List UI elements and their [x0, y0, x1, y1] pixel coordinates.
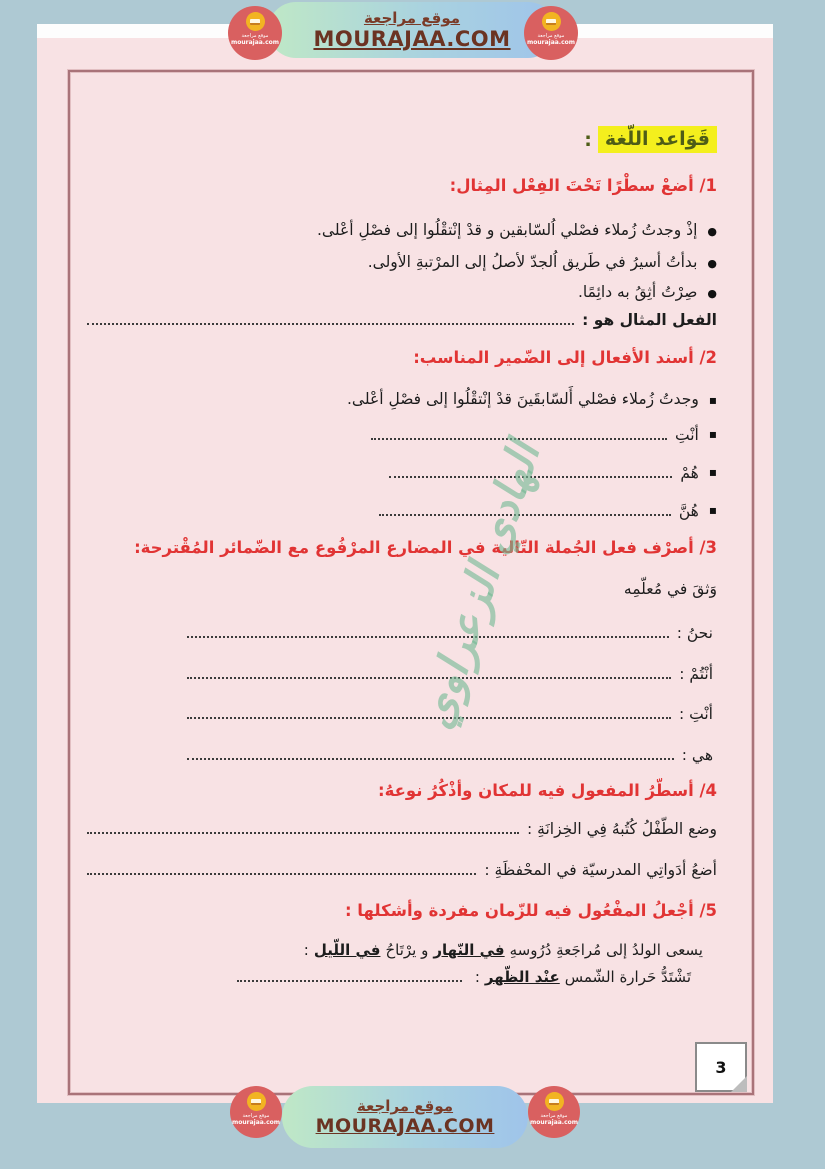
pronoun-label: هُمْ [680, 464, 699, 483]
section-title-colon: : [584, 128, 592, 151]
pronoun-label: هي : [681, 746, 713, 764]
logo-caption-ar: موقع مراجعة [540, 1113, 568, 1119]
logo-caption-ar: موقع مراجعة [537, 33, 565, 39]
dot-bullet-icon: ● [707, 225, 717, 238]
answer-blank-line[interactable] [237, 980, 462, 982]
q5-a-underlined-1: في النّهار [433, 941, 505, 959]
answer-blank-line[interactable] [87, 323, 574, 325]
pronoun-label: أنْتُمْ : [679, 665, 713, 683]
q3-pronoun-line [185, 624, 713, 642]
q4-sentence: أضعُ أدَواتِي المدرسيّة في المحْفظَةِ : [484, 861, 717, 879]
q5-a-underlined-2: في اللّيل [313, 941, 381, 959]
question-1-heading: 1/ أضعْ سطْرًا تَحْتَ الفِعْل المِثال: [449, 176, 717, 195]
answer-blank-line[interactable] [389, 476, 672, 478]
question-5-heading: 5/ أجْعلُ المفْعُول فيه للزّمان مفردة وأشكلها : [344, 901, 717, 920]
answer-blank-line[interactable] [87, 832, 519, 834]
header-site-banner[interactable] [268, 2, 556, 58]
q4-exercise-line [85, 861, 717, 879]
q4-sentence: وضع الطّفْلُ كُتُبهُ فِي الخِزانَةِ : [527, 820, 717, 838]
square-bullet-icon: ▪ [708, 465, 717, 479]
section-title-row [584, 126, 717, 153]
q1-answer-label: الفعل المثال هو : [582, 311, 717, 329]
answer-blank-line[interactable] [379, 514, 671, 516]
q5-sentence-a [304, 941, 703, 959]
q1-bullet-item [317, 221, 717, 242]
site-name-arabic[interactable]: موقع مراجعة [356, 1097, 454, 1115]
site-logo [230, 1086, 282, 1138]
page-number-note [695, 1042, 747, 1092]
site-logo [528, 1086, 580, 1138]
q2-pronoun-line [369, 424, 717, 444]
dot-bullet-icon: ● [707, 257, 717, 270]
question-4-heading: 4/ أسطّرُ المفعول فيه للمكان وأذْكُرُ نوعهُ: [377, 781, 717, 800]
pronoun-label: أنْتِ [675, 426, 699, 445]
pronoun-label: نحنُ : [676, 624, 713, 642]
question-3-heading: 3/ أصرْف فعل الجُملة التّالية في المضارع المرْفُوع مع الضّمائر المُقْترحة: [134, 538, 717, 557]
q5-b-text: تَشْتَدُّ حَرارة الشّمس [564, 968, 691, 986]
answer-blank-line[interactable] [87, 873, 476, 875]
answer-blank-line[interactable] [187, 758, 674, 760]
answer-blank-line[interactable] [187, 677, 671, 679]
book-icon [542, 12, 561, 31]
answer-blank-line[interactable] [187, 636, 669, 638]
teacher-signature-watermark: الهادي الزعراوي [409, 436, 551, 735]
square-bullet-icon: ▪ [708, 503, 717, 517]
q3-pronoun-line [185, 665, 713, 683]
page-number: 3 [715, 1057, 727, 1077]
logo-caption-ar: موقع مراجعة [241, 33, 269, 39]
book-icon [545, 1092, 564, 1111]
q2-pronoun-line [387, 462, 717, 482]
site-url-link[interactable]: MOURAJAA.COM [313, 27, 511, 51]
q1-bullet-item [368, 253, 717, 274]
square-bullet-icon: ▪ [708, 393, 717, 407]
q3-sentence-text: وَثقَ في مُعلّمِه [623, 580, 717, 598]
answer-blank-line[interactable] [371, 438, 667, 440]
footer-site-banner[interactable] [282, 1086, 528, 1148]
site-url-link[interactable]: MOURAJAA.COM [315, 1115, 495, 1137]
q1-bullet-text: صِرْتُ أثِقُ به دائِمًا. [577, 283, 698, 301]
logo-caption-en: mourajaa.com [231, 1119, 281, 1126]
logo-caption-en: mourajaa.com [230, 39, 280, 46]
pronoun-label: أنْتِ : [679, 705, 713, 723]
q5-a-text: و يرْتَاحُ [385, 941, 429, 959]
dot-bullet-icon: ● [707, 287, 717, 300]
book-icon [247, 1092, 266, 1111]
section-title: قَوَاعد اللّغة [598, 126, 717, 153]
q4-exercise-line [85, 820, 717, 838]
q2-sentence-text: وجدتُ زُملاء فصْلي أَلسّابقَينَ قدْ إنْتقْلُوا إلى فصْلِ أعْلى. [347, 390, 699, 408]
q2-sentence-item [347, 390, 717, 410]
book-icon [246, 12, 265, 31]
logo-caption-ar: موقع مراجعة [242, 1113, 270, 1119]
q3-pronoun-line [185, 705, 713, 723]
q5-b-underlined: عنْد الظّهر [484, 968, 560, 986]
answer-blank-line[interactable] [187, 717, 671, 719]
q1-bullet-text: بدأتُ أسيرُ في طَريق اُلجدّ لأصلُ إلى المرْتبةِ الأولى. [367, 253, 698, 271]
q5-b-colon: : [474, 968, 480, 986]
question-2-heading: 2/ أسند الأفعال إلى الضّمير المناسب: [413, 348, 717, 367]
q5-sentence-b [235, 968, 691, 986]
logo-caption-en: mourajaa.com [529, 1119, 579, 1126]
q1-answer-line [85, 311, 717, 329]
site-logo [228, 6, 282, 60]
q5-a-colon: : [303, 941, 309, 959]
q1-bullet-text: إذْ وجدتُ زُملاء فصْلي اُلسّابقين و قدْ إنْتقْلُوا إلى فصْلِ أعْلى. [316, 221, 698, 239]
logo-caption-en: mourajaa.com [526, 39, 576, 46]
worksheet-page [37, 24, 773, 1103]
q1-bullet-item [578, 283, 717, 304]
pronoun-label: هُنَّ [678, 502, 699, 521]
q2-pronoun-line [377, 500, 717, 520]
q3-pronoun-line [185, 746, 713, 764]
q5-a-text: يسعى الولدُ إلى مُراجَعةِ دُرُوسهِ [509, 941, 703, 959]
folded-corner-icon [731, 1076, 747, 1092]
site-logo [524, 6, 578, 60]
square-bullet-icon: ▪ [708, 427, 717, 441]
site-name-arabic[interactable]: موقع مراجعة [363, 9, 461, 27]
